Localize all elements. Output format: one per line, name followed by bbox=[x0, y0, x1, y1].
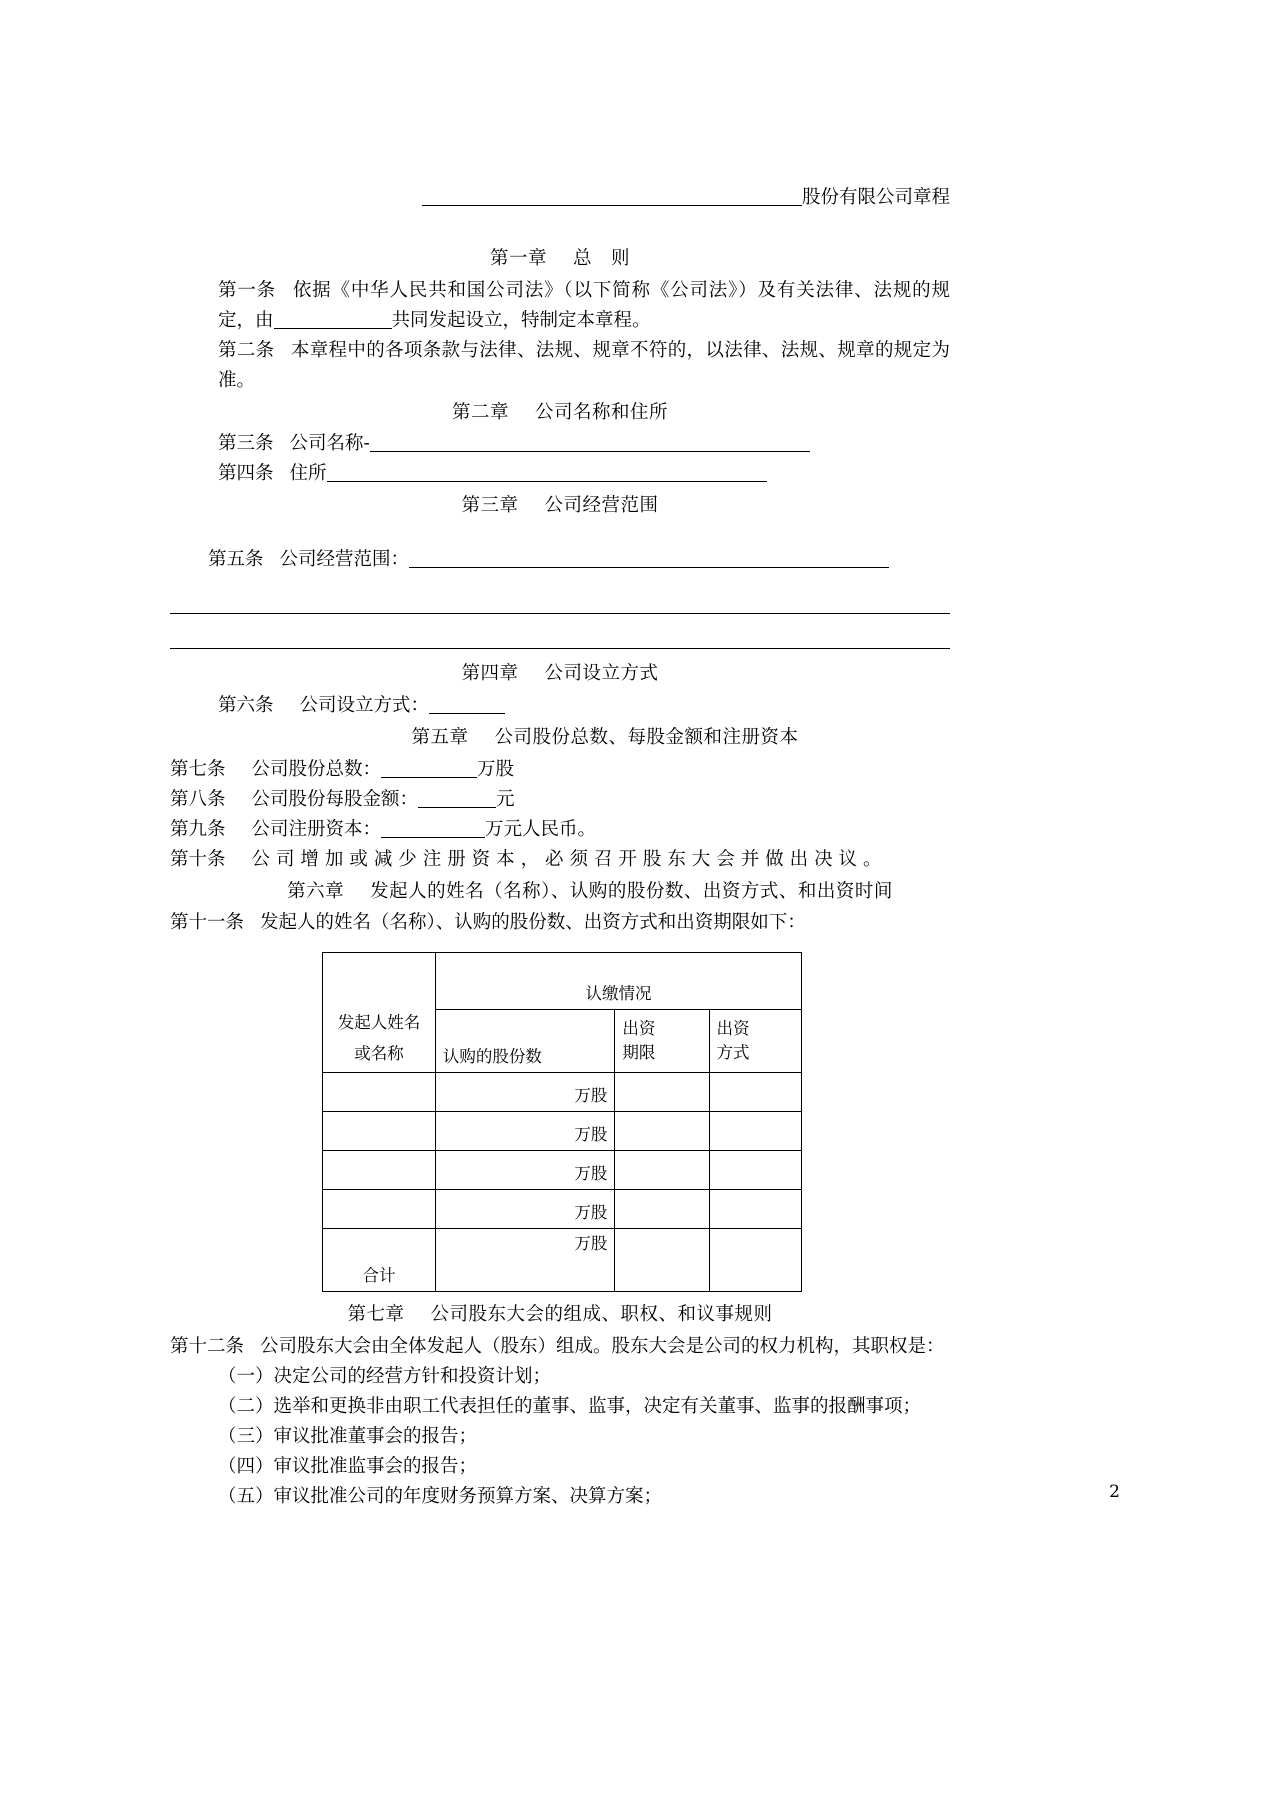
header-founder-name bbox=[323, 953, 436, 1073]
chapter-1-number: 第一章 bbox=[489, 247, 547, 269]
chapter-7-heading bbox=[170, 1298, 950, 1332]
page-number: 2 bbox=[1109, 1482, 1120, 1502]
chapter-2-title: 公司名称和住所 bbox=[535, 401, 669, 423]
cell-founder-name[interactable] bbox=[323, 1151, 436, 1190]
power-item-4: （四）审议批准监事会的报告； bbox=[218, 1455, 478, 1477]
article-11-label: 第十一条 bbox=[170, 912, 245, 934]
founders-table bbox=[322, 952, 802, 1292]
cell-total-label: 合计 bbox=[323, 1229, 436, 1292]
article-10-text: 公司增加或减少注册资本，必须召开股东大会并做出决议。 bbox=[251, 848, 882, 870]
chapter-6-number: 第六章 bbox=[287, 880, 345, 902]
article-12-text: 公司股东大会由全体发起人（股东）组成。股东大会是公司的权力机构，其职权是： bbox=[260, 1336, 945, 1358]
table-row[interactable] bbox=[323, 1151, 802, 1190]
article-10-label: 第十条 bbox=[170, 848, 226, 870]
article-6-text: 公司设立方式： bbox=[299, 694, 430, 716]
power-item-3: （三）审议批准董事会的报告； bbox=[218, 1426, 478, 1447]
address-blank[interactable] bbox=[327, 464, 767, 482]
table-row[interactable] bbox=[323, 1073, 802, 1112]
article-4-label: 第四条 bbox=[218, 463, 274, 485]
chapter-6-title: 发起人的姓名（名称）、认购的股份数、出资方式、和出资时间 bbox=[370, 880, 893, 902]
table-row[interactable] bbox=[323, 1190, 802, 1229]
power-item-5: （五）审议批准公司的年度财务预算方案、决算方案； bbox=[218, 1485, 663, 1507]
article-10 bbox=[170, 845, 950, 875]
chapter-4-heading bbox=[170, 657, 950, 691]
header-contribution-method-line1: 出资 bbox=[716, 1018, 750, 1038]
cell-shares[interactable]: 万股 bbox=[435, 1151, 614, 1190]
chapter-7-title: 公司股东大会的组成、职权、和议事规则 bbox=[430, 1304, 773, 1326]
chapter-5-number: 第五章 bbox=[411, 726, 469, 748]
article-8-unit: 元 bbox=[496, 788, 515, 810]
cell-shares[interactable]: 万股 bbox=[435, 1190, 614, 1229]
chapter-2-heading bbox=[170, 396, 950, 430]
article-2 bbox=[170, 336, 950, 396]
chapter-3-title: 公司经营范围 bbox=[544, 495, 659, 517]
article-12 bbox=[170, 1332, 950, 1362]
registered-capital-blank[interactable] bbox=[381, 820, 485, 838]
company-name-blank[interactable] bbox=[422, 188, 802, 206]
business-scope-blank-line-2[interactable] bbox=[170, 648, 950, 649]
chapter-5-title: 公司股份总数、每股金额和注册资本 bbox=[494, 726, 799, 748]
cell-term[interactable] bbox=[615, 1190, 709, 1229]
cell-total-method[interactable] bbox=[709, 1229, 802, 1292]
article-2-label: 第二条 bbox=[218, 339, 275, 361]
article-12-label: 第十二条 bbox=[170, 1336, 245, 1358]
cell-term[interactable] bbox=[615, 1151, 709, 1190]
article-7-label: 第七条 bbox=[170, 758, 226, 780]
cell-method[interactable] bbox=[709, 1112, 802, 1151]
article-6 bbox=[170, 691, 950, 721]
article-6-label: 第六条 bbox=[218, 694, 274, 716]
article-9-label: 第九条 bbox=[170, 818, 226, 840]
article-1 bbox=[170, 276, 950, 336]
cell-method[interactable] bbox=[709, 1073, 802, 1112]
founder-blank[interactable] bbox=[274, 311, 392, 329]
header-contribution-method bbox=[709, 1010, 802, 1073]
article-8-text: 公司股份每股金额： bbox=[251, 788, 419, 810]
chapter-2-number: 第二章 bbox=[451, 401, 509, 423]
cell-method[interactable] bbox=[709, 1190, 802, 1229]
chapter-1-heading bbox=[170, 242, 950, 276]
chapter-3-number: 第三章 bbox=[461, 495, 519, 517]
power-item-2: （二）选举和更换非由职工代表担任的董事、监事，决定有关董事、监事的报酬事项； bbox=[218, 1396, 922, 1418]
chapter-4-title: 公司设立方式 bbox=[544, 663, 659, 685]
article-9 bbox=[170, 815, 950, 845]
header-founder-name-line1: 发起人姓名 bbox=[337, 1013, 421, 1033]
business-scope-blank-line-1[interactable] bbox=[170, 613, 950, 614]
cell-total-term[interactable] bbox=[615, 1229, 709, 1292]
cell-founder-name[interactable] bbox=[323, 1073, 436, 1112]
document-body bbox=[170, 185, 950, 1512]
chapter-4-number: 第四章 bbox=[461, 663, 519, 685]
article-3 bbox=[170, 429, 950, 459]
chapter-5-heading bbox=[170, 721, 950, 755]
header-subscribed-shares: 认购的股份数 bbox=[435, 1010, 614, 1073]
header-contribution-term bbox=[615, 1010, 709, 1073]
power-item-1: （一）决定公司的经营方针和投资计划； bbox=[218, 1366, 552, 1388]
article-3-text: 公司名称- bbox=[289, 433, 370, 455]
article-5-text: 公司经营范围： bbox=[279, 549, 410, 571]
cell-method[interactable] bbox=[709, 1151, 802, 1190]
header-contribution-term-line2: 期限 bbox=[622, 1043, 656, 1063]
table-total-row[interactable] bbox=[323, 1229, 802, 1292]
article-7-text: 公司股份总数： bbox=[251, 758, 382, 780]
cell-term[interactable] bbox=[615, 1073, 709, 1112]
per-share-amount-blank[interactable] bbox=[418, 790, 496, 808]
founders-table-wrapper bbox=[170, 952, 950, 1292]
article-7 bbox=[170, 755, 950, 785]
chapter-7-number: 第七章 bbox=[347, 1304, 405, 1326]
article-8-label: 第八条 bbox=[170, 788, 226, 810]
header-contribution-method-line2: 方式 bbox=[716, 1043, 750, 1063]
header-subscription-group: 认缴情况 bbox=[435, 953, 801, 1010]
header-founder-name-line2: 或名称 bbox=[354, 1043, 404, 1063]
cell-shares[interactable]: 万股 bbox=[435, 1112, 614, 1151]
article-1-text-part2: 共同发起设立，特制定本章程。 bbox=[391, 309, 651, 331]
article-2-text: 本章程中的各项条款与法律、法规、规章不符的，以法律、法规、规章的规定为准。 bbox=[218, 339, 950, 391]
cell-total-shares[interactable]: 万股 bbox=[435, 1229, 614, 1292]
cell-term[interactable] bbox=[615, 1112, 709, 1151]
document-title-suffix: 股份有限公司章程 bbox=[801, 187, 950, 208]
article-1-label: 第一条 bbox=[218, 279, 276, 301]
article-9-unit: 万元人民币。 bbox=[485, 818, 597, 840]
cell-founder-name[interactable] bbox=[323, 1112, 436, 1151]
table-row[interactable] bbox=[323, 1112, 802, 1151]
article-9-text: 公司注册资本： bbox=[251, 818, 382, 840]
setup-method-blank[interactable] bbox=[429, 696, 505, 714]
article-1-text-part1: 依据《中华人民共和国公司法》（以下简称《公司法》）及有关法律、法规的规定，由 bbox=[218, 279, 950, 331]
cell-founder-name[interactable] bbox=[323, 1190, 436, 1229]
header-contribution-term-line1: 出资 bbox=[622, 1018, 656, 1038]
article-5 bbox=[170, 545, 950, 575]
business-scope-blank-lines bbox=[170, 575, 950, 649]
article-11 bbox=[170, 908, 950, 938]
business-scope-blank[interactable] bbox=[409, 550, 889, 568]
table-header-row-1 bbox=[323, 953, 802, 1010]
article-4-text: 住所 bbox=[289, 463, 327, 485]
article-11-text: 发起人的姓名（名称）、认购的股份数、出资方式和出资期限如下： bbox=[260, 912, 806, 934]
article-7-unit: 万股 bbox=[477, 758, 515, 780]
article-5-label: 第五条 bbox=[208, 549, 264, 571]
chapter-1-title: 总 则 bbox=[573, 247, 631, 269]
total-shares-blank[interactable] bbox=[381, 760, 477, 778]
article-3-label: 第三条 bbox=[218, 433, 274, 455]
chapter-3-heading bbox=[170, 489, 950, 523]
company-name-field-blank[interactable] bbox=[370, 434, 810, 452]
article-8 bbox=[170, 785, 950, 815]
article-4 bbox=[170, 459, 950, 489]
document-title bbox=[170, 185, 950, 212]
cell-shares[interactable]: 万股 bbox=[435, 1073, 614, 1112]
chapter-6-heading bbox=[170, 875, 950, 909]
